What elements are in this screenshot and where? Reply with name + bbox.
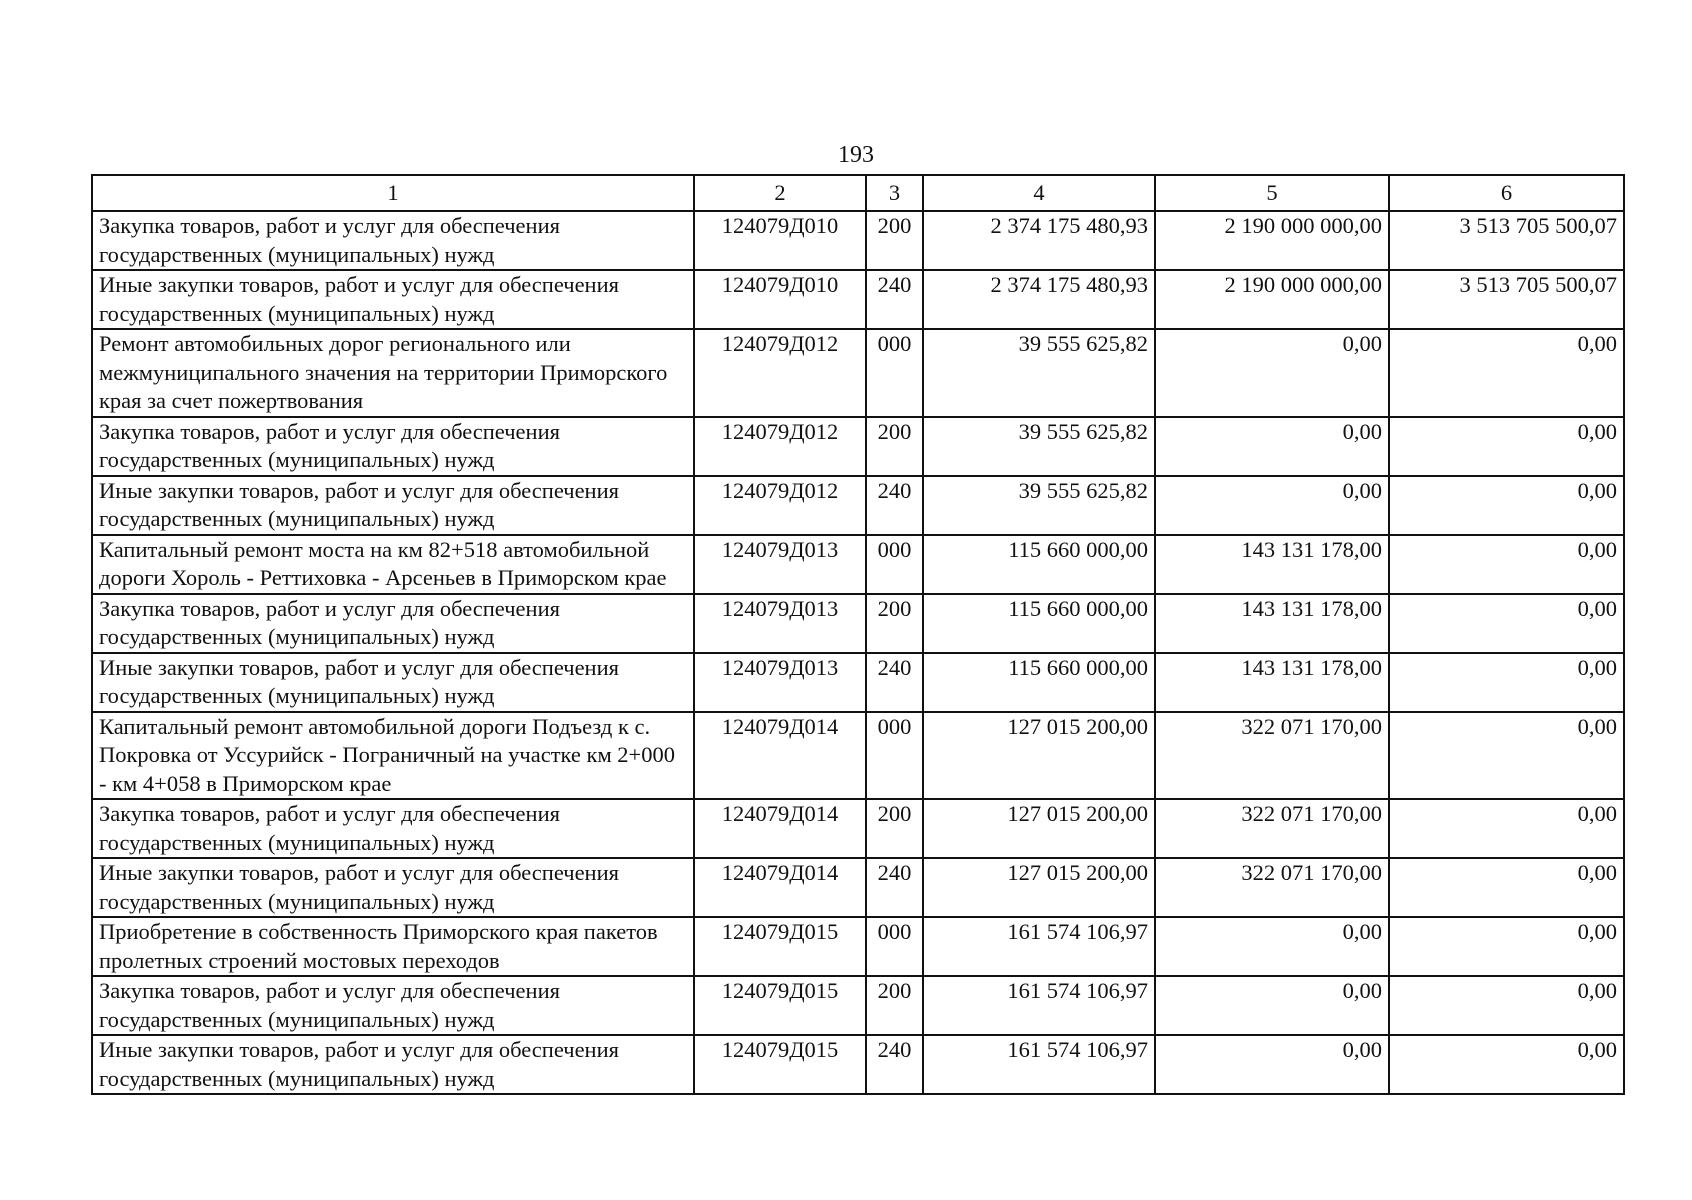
row-amount-col4: 115 660 000,00 [923, 594, 1155, 653]
row-target-code: 124079Д014 [694, 858, 866, 917]
row-expense-type: 000 [866, 712, 923, 800]
row-amount-col4: 161 574 106,97 [923, 976, 1155, 1035]
column-header: 5 [1155, 175, 1389, 211]
row-amount-col5: 0,00 [1155, 917, 1389, 976]
row-amount-col5: 322 071 170,00 [1155, 858, 1389, 917]
row-amount-col5: 0,00 [1155, 976, 1389, 1035]
row-target-code: 124079Д015 [694, 917, 866, 976]
row-amount-col5: 2 190 000 000,00 [1155, 211, 1389, 270]
row-amount-col6: 0,00 [1389, 799, 1624, 858]
row-target-code: 124079Д015 [694, 976, 866, 1035]
row-expense-type: 200 [866, 417, 923, 476]
row-expense-type: 000 [866, 535, 923, 594]
row-expense-type: 240 [866, 270, 923, 329]
row-name: Иные закупки товаров, работ и услуг для обеспечения государственных (муниципальных) нужд [92, 653, 694, 712]
row-target-code: 124079Д015 [694, 1035, 866, 1094]
row-amount-col6: 0,00 [1389, 712, 1624, 800]
row-expense-type: 240 [866, 476, 923, 535]
row-amount-col6: 0,00 [1389, 917, 1624, 976]
header-row [92, 175, 1624, 211]
row-target-code: 124079Д010 [694, 270, 866, 329]
row-amount-col6: 3 513 705 500,07 [1389, 211, 1624, 270]
row-target-code: 124079Д012 [694, 476, 866, 535]
table-row [92, 917, 1624, 976]
row-amount-col4: 2 374 175 480,93 [923, 270, 1155, 329]
budget-table [91, 174, 1625, 1095]
table-row [92, 1035, 1624, 1094]
table-row [92, 976, 1624, 1035]
row-target-code: 124079Д012 [694, 329, 866, 417]
row-amount-col6: 3 513 705 500,07 [1389, 270, 1624, 329]
row-name: Иные закупки товаров, работ и услуг для обеспечения государственных (муниципальных) нужд [92, 270, 694, 329]
column-header: 6 [1389, 175, 1624, 211]
row-amount-col5: 0,00 [1155, 1035, 1389, 1094]
row-name: Закупка товаров, работ и услуг для обеспечения государственных (муниципальных) нужд [92, 799, 694, 858]
table-row [92, 270, 1624, 329]
row-target-code: 124079Д013 [694, 535, 866, 594]
column-header: 3 [866, 175, 923, 211]
row-amount-col5: 322 071 170,00 [1155, 712, 1389, 800]
table-row [92, 476, 1624, 535]
row-target-code: 124079Д013 [694, 653, 866, 712]
row-amount-col4: 127 015 200,00 [923, 858, 1155, 917]
row-amount-col6: 0,00 [1389, 329, 1624, 417]
table-row [92, 594, 1624, 653]
row-name: Капитальный ремонт моста на км 82+518 автомобильной дороги Хороль - Реттиховка - Арсеньев в Приморском крае [92, 535, 694, 594]
row-expense-type: 240 [866, 653, 923, 712]
column-header: 2 [694, 175, 866, 211]
row-amount-col6: 0,00 [1389, 858, 1624, 917]
row-amount-col5: 0,00 [1155, 417, 1389, 476]
row-name: Закупка товаров, работ и услуг для обеспечения государственных (муниципальных) нужд [92, 211, 694, 270]
table-row [92, 858, 1624, 917]
row-amount-col4: 2 374 175 480,93 [923, 211, 1155, 270]
row-name: Приобретение в собственность Приморского края пакетов пролетных строений мостовых переходов [92, 917, 694, 976]
row-name: Ремонт автомобильных дорог регионального или межмуниципального значения на территории Приморского края за счет пожертвования [92, 329, 694, 417]
row-amount-col6: 0,00 [1389, 594, 1624, 653]
row-amount-col5: 143 131 178,00 [1155, 594, 1389, 653]
row-expense-type: 200 [866, 976, 923, 1035]
row-target-code: 124079Д013 [694, 594, 866, 653]
row-target-code: 124079Д010 [694, 211, 866, 270]
row-name: Закупка товаров, работ и услуг для обеспечения государственных (муниципальных) нужд [92, 594, 694, 653]
row-expense-type: 000 [866, 917, 923, 976]
table-row [92, 329, 1624, 417]
row-amount-col4: 39 555 625,82 [923, 476, 1155, 535]
row-expense-type: 240 [866, 858, 923, 917]
row-amount-col4: 115 660 000,00 [923, 653, 1155, 712]
row-amount-col4: 39 555 625,82 [923, 417, 1155, 476]
row-amount-col4: 127 015 200,00 [923, 712, 1155, 800]
row-amount-col5: 143 131 178,00 [1155, 535, 1389, 594]
row-amount-col5: 322 071 170,00 [1155, 799, 1389, 858]
row-amount-col4: 161 574 106,97 [923, 917, 1155, 976]
row-target-code: 124079Д012 [694, 417, 866, 476]
row-name: Капитальный ремонт автомобильной дороги Подъезд к с. Покровка от Уссурийск - Пограничный на участке км 2+000 - км 4+058 в Приморском крае [92, 712, 694, 800]
row-amount-col6: 0,00 [1389, 535, 1624, 594]
table-row [92, 417, 1624, 476]
row-expense-type: 240 [866, 1035, 923, 1094]
table-row [92, 799, 1624, 858]
row-name: Закупка товаров, работ и услуг для обеспечения государственных (муниципальных) нужд [92, 417, 694, 476]
row-amount-col5: 0,00 [1155, 329, 1389, 417]
row-amount-col6: 0,00 [1389, 653, 1624, 712]
row-expense-type: 200 [866, 799, 923, 858]
row-expense-type: 000 [866, 329, 923, 417]
table-row [92, 712, 1624, 800]
table-row [92, 535, 1624, 594]
row-expense-type: 200 [866, 594, 923, 653]
row-amount-col4: 127 015 200,00 [923, 799, 1155, 858]
row-amount-col4: 39 555 625,82 [923, 329, 1155, 417]
row-amount-col6: 0,00 [1389, 1035, 1624, 1094]
row-amount-col5: 0,00 [1155, 476, 1389, 535]
row-expense-type: 200 [866, 211, 923, 270]
row-amount-col5: 2 190 000 000,00 [1155, 270, 1389, 329]
column-header: 4 [923, 175, 1155, 211]
page-number: 193 [838, 142, 874, 168]
row-amount-col4: 115 660 000,00 [923, 535, 1155, 594]
table-row [92, 211, 1624, 270]
row-name: Иные закупки товаров, работ и услуг для обеспечения государственных (муниципальных) нужд [92, 476, 694, 535]
row-name: Иные закупки товаров, работ и услуг для обеспечения государственных (муниципальных) нужд [92, 1035, 694, 1094]
row-amount-col6: 0,00 [1389, 417, 1624, 476]
row-name: Закупка товаров, работ и услуг для обеспечения государственных (муниципальных) нужд [92, 976, 694, 1035]
row-amount-col6: 0,00 [1389, 976, 1624, 1035]
row-amount-col6: 0,00 [1389, 476, 1624, 535]
row-target-code: 124079Д014 [694, 712, 866, 800]
row-target-code: 124079Д014 [694, 799, 866, 858]
table-row [92, 653, 1624, 712]
row-amount-col4: 161 574 106,97 [923, 1035, 1155, 1094]
row-amount-col5: 143 131 178,00 [1155, 653, 1389, 712]
row-name: Иные закупки товаров, работ и услуг для обеспечения государственных (муниципальных) нужд [92, 858, 694, 917]
column-header: 1 [92, 175, 694, 211]
